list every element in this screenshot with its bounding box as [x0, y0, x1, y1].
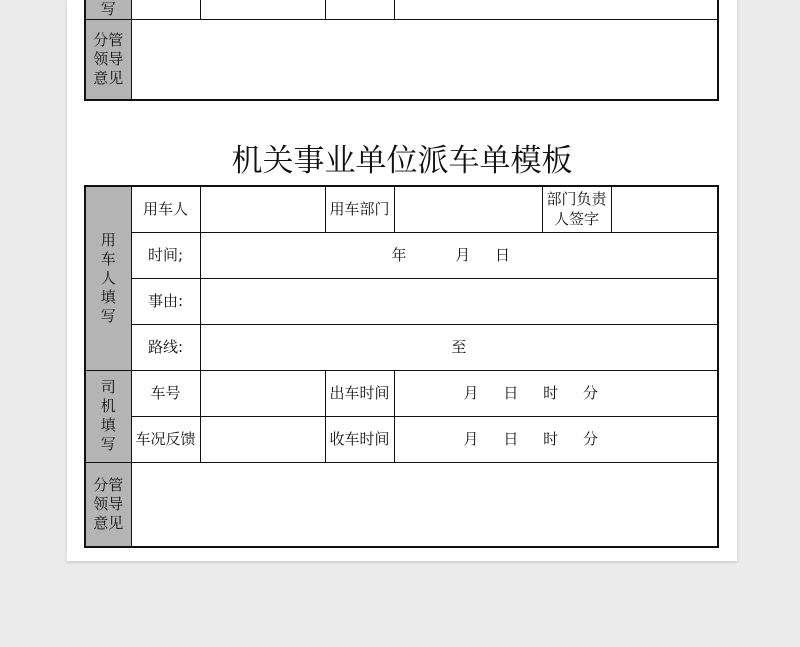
route-to-text: 至 — [451, 337, 467, 356]
month-unit — [464, 0, 479, 2]
route-label: 路线: — [131, 324, 200, 370]
minute-unit — [583, 0, 598, 2]
dept-head-label — [542, 186, 611, 232]
day-unit — [503, 0, 518, 2]
feedback-label: 车况反馈 — [131, 416, 200, 462]
user-label: 用车人 — [131, 186, 200, 232]
driver-section-label — [85, 370, 131, 462]
reason-label: 事由: — [131, 278, 200, 324]
reason-field[interactable] — [200, 278, 718, 324]
day-unit: 日 — [503, 383, 519, 402]
feedback-field-fragment[interactable] — [200, 0, 325, 19]
side-label-fragment: 写 — [85, 0, 131, 19]
leader-opinion-field-fragment[interactable] — [131, 19, 718, 100]
dept-field[interactable] — [394, 186, 542, 232]
depart-time-field[interactable] — [394, 370, 718, 416]
month-unit: 月 — [463, 429, 479, 448]
dept-label: 用车部门 — [325, 186, 394, 232]
leader-opinion-field[interactable] — [131, 462, 718, 547]
document-page — [67, 0, 737, 561]
user-section-label — [85, 186, 131, 370]
page-title: 机关事业单位派车单模板 — [231, 143, 573, 179]
feedback-field[interactable] — [200, 416, 325, 462]
plate-field[interactable] — [200, 370, 325, 416]
leader-section-text: 分管 领导 意见 — [93, 475, 124, 532]
previous-form-fragment — [84, 0, 719, 101]
minute-unit: 分 — [582, 383, 598, 402]
return-time-label: 收车时间 — [325, 416, 394, 462]
dispatch-form — [84, 185, 719, 548]
hour-unit: 时 — [543, 383, 559, 402]
year-unit: 年 — [391, 245, 407, 264]
date-field[interactable] — [200, 232, 718, 278]
leader-label-fragment — [85, 19, 131, 100]
dept-head-label-text: 部门负责 人签字 — [546, 190, 607, 229]
hour-unit: 时 — [543, 429, 559, 448]
user-field[interactable] — [200, 186, 325, 232]
plate-label: 车号 — [131, 370, 200, 416]
day-unit: 日 — [495, 245, 511, 264]
depart-time-label: 出车时间 — [325, 370, 394, 416]
feedback-label-fragment — [131, 0, 200, 19]
return-time-field[interactable] — [394, 416, 718, 462]
leader-label-text: 分管 领导 意见 — [93, 30, 124, 87]
month-unit: 月 — [455, 245, 471, 264]
time-label: 时间; — [131, 232, 200, 278]
return-time-field-fragment[interactable] — [394, 0, 718, 19]
driver-section-text: 司 机 填 写 — [100, 378, 116, 453]
hour-unit — [543, 0, 558, 2]
leader-section-label — [85, 462, 131, 547]
user-section-text: 用 车 人 填 写 — [100, 230, 116, 325]
route-field[interactable] — [200, 324, 718, 370]
month-unit: 月 — [463, 383, 479, 402]
day-unit: 日 — [503, 429, 519, 448]
return-time-label-fragment — [325, 0, 394, 19]
minute-unit: 分 — [582, 429, 598, 448]
dept-head-signature-field[interactable] — [611, 186, 718, 232]
